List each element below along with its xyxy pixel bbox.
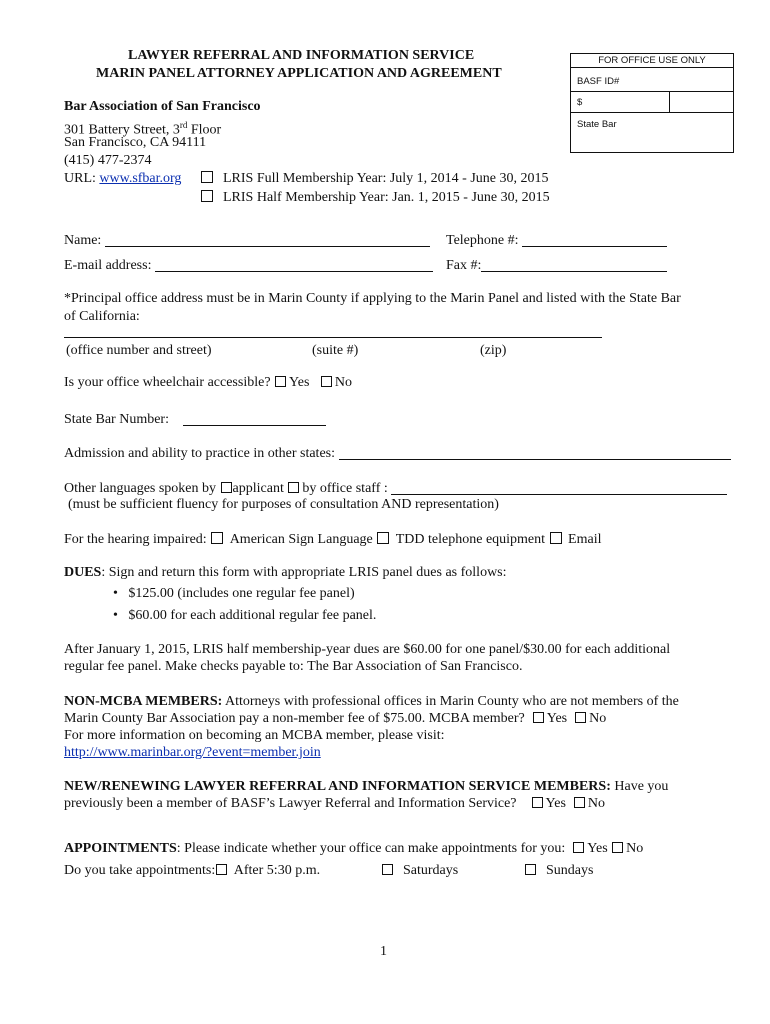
email-field[interactable] (155, 257, 433, 272)
fax-row: Fax #: (446, 257, 667, 274)
renewing-line1: NEW/RENEWING LAWYER REFERRAL AND INFORMATION SERVICE MEMBERS: Have you (64, 779, 669, 794)
dues-item-1: • $125.00 (includes one regular fee panel) (113, 586, 355, 601)
dues-row: DUES: Sign and return this form with appropriate LRIS panel dues as follows: (64, 565, 507, 580)
telephone-field[interactable] (522, 232, 667, 247)
state-bar-field[interactable] (183, 411, 326, 426)
marinbar-link[interactable]: http://www.marinbar.org/?event=member.join (64, 745, 321, 760)
appointments-sat: Saturdays (381, 863, 458, 879)
renewing-yes-checkbox[interactable] (532, 797, 543, 808)
wheelchair-no-checkbox[interactable] (321, 376, 332, 387)
page-number: 1 (380, 944, 387, 959)
non-mcba-line2: Marin County Bar Association pay a non-member fee of $75.00. MCBA member? Yes No (64, 711, 607, 726)
principal-address-field[interactable] (64, 337, 602, 338)
org-url-row: URL: www.sfbar.org (64, 171, 182, 186)
office-use-box (570, 53, 734, 153)
languages-applicant-checkbox[interactable] (221, 482, 232, 493)
appointments-q2-label: Do you take appointments: After 5:30 p.m. (64, 863, 321, 878)
appointments-row: APPOINTMENTS: Please indicate whether your office can make appointments for you: Yes No (64, 841, 644, 856)
org-url-link[interactable]: www.sfbar.org (99, 171, 182, 186)
mcba-no-checkbox[interactable] (575, 712, 586, 723)
languages-row: Other languages spoken by applicant by office staff : (64, 480, 727, 497)
principal-note-line2: of California: (64, 309, 140, 324)
telephone-row: Telephone #: (446, 232, 667, 249)
basf-id-label: BASF ID# (577, 76, 620, 87)
membership-half-row: LRIS Half Membership Year: Jan. 1, 2015 - June 30, 2015 (200, 190, 550, 206)
renewing-no-checkbox[interactable] (574, 797, 585, 808)
org-phone: (415) 477-2374 (64, 153, 152, 168)
hearing-row: For the hearing impaired: American Sign Language TDD telephone equipment Email (64, 532, 602, 547)
non-mcba-line3: For more information on becoming an MCBA member, please visit: (64, 728, 445, 743)
hearing-tdd-checkbox[interactable] (377, 532, 389, 544)
after-jan-line1: After January 1, 2015, LRIS half membership-year dues are $60.00 for one panel/$30.00 for each additional (64, 642, 671, 657)
appointments-sat-checkbox[interactable] (382, 864, 393, 875)
wheelchair-row: Is your office wheelchair accessible? Yes No (64, 375, 353, 390)
admission-field[interactable] (339, 445, 731, 460)
fax-field[interactable] (481, 257, 667, 272)
appointments-no-checkbox[interactable] (612, 842, 623, 853)
wheelchair-yes-checkbox[interactable] (275, 376, 286, 387)
col-zip-label: (zip) (480, 343, 507, 358)
title-line-2: MARIN PANEL ATTORNEY APPLICATION AND AGREEMENT (96, 66, 502, 81)
col-suite-label: (suite #) (312, 343, 359, 358)
org-city: San Francisco, CA 94111 (64, 135, 207, 150)
org-address: 301 Battery Street, 3rd Floor (64, 120, 222, 138)
office-use-heading: FOR OFFICE USE ONLY (598, 55, 706, 66)
renewing-line2: previously been a member of BASF’s Lawyer Referral and Information Service? Yes No (64, 796, 606, 811)
appointments-yes-checkbox[interactable] (573, 842, 584, 853)
languages-field[interactable] (391, 480, 727, 495)
appointments-sun-checkbox[interactable] (525, 864, 536, 875)
after-jan-line2: regular fee panel. Make checks payable to: The Bar Association of San Francisco. (64, 659, 523, 674)
dues-item-2: • $60.00 for each additional regular fee panel. (113, 608, 377, 623)
col-office-label: (office number and street) (66, 343, 212, 358)
languages-staff-checkbox[interactable] (288, 482, 299, 493)
membership-full-row: LRIS Full Membership Year: July 1, 2014 - June 30, 2015 (200, 171, 549, 187)
non-mcba-line1: NON-MCBA MEMBERS: Attorneys with professional offices in Marin County who are not members of the (64, 694, 679, 709)
mcba-yes-checkbox[interactable] (533, 712, 544, 723)
membership-full-checkbox[interactable] (201, 171, 213, 183)
principal-note-line1: *Principal office address must be in Marin County if applying to the Marin Panel and listed with the State Bar (64, 291, 681, 306)
state-bar-row: State Bar Number: (64, 411, 326, 428)
non-mcba-link-row (64, 745, 321, 761)
name-row: Name: (64, 232, 430, 249)
appointments-after-checkbox[interactable] (216, 864, 227, 875)
state-bar-label: State Bar (577, 119, 617, 130)
email-row: E-mail address: (64, 257, 433, 274)
name-field[interactable] (105, 232, 430, 247)
hearing-asl-checkbox[interactable] (211, 532, 223, 544)
appointments-sun: Sundays (524, 863, 593, 879)
dollar-label: $ (577, 97, 583, 108)
title-line-1: LAWYER REFERRAL AND INFORMATION SERVICE (128, 48, 475, 63)
languages-note: (must be sufficient fluency for purposes of consultation AND representation) (68, 497, 499, 512)
admission-row: Admission and ability to practice in other states: (64, 445, 731, 462)
membership-half-checkbox[interactable] (201, 190, 213, 202)
hearing-email-checkbox[interactable] (550, 532, 562, 544)
org-name: Bar Association of San Francisco (64, 99, 261, 114)
